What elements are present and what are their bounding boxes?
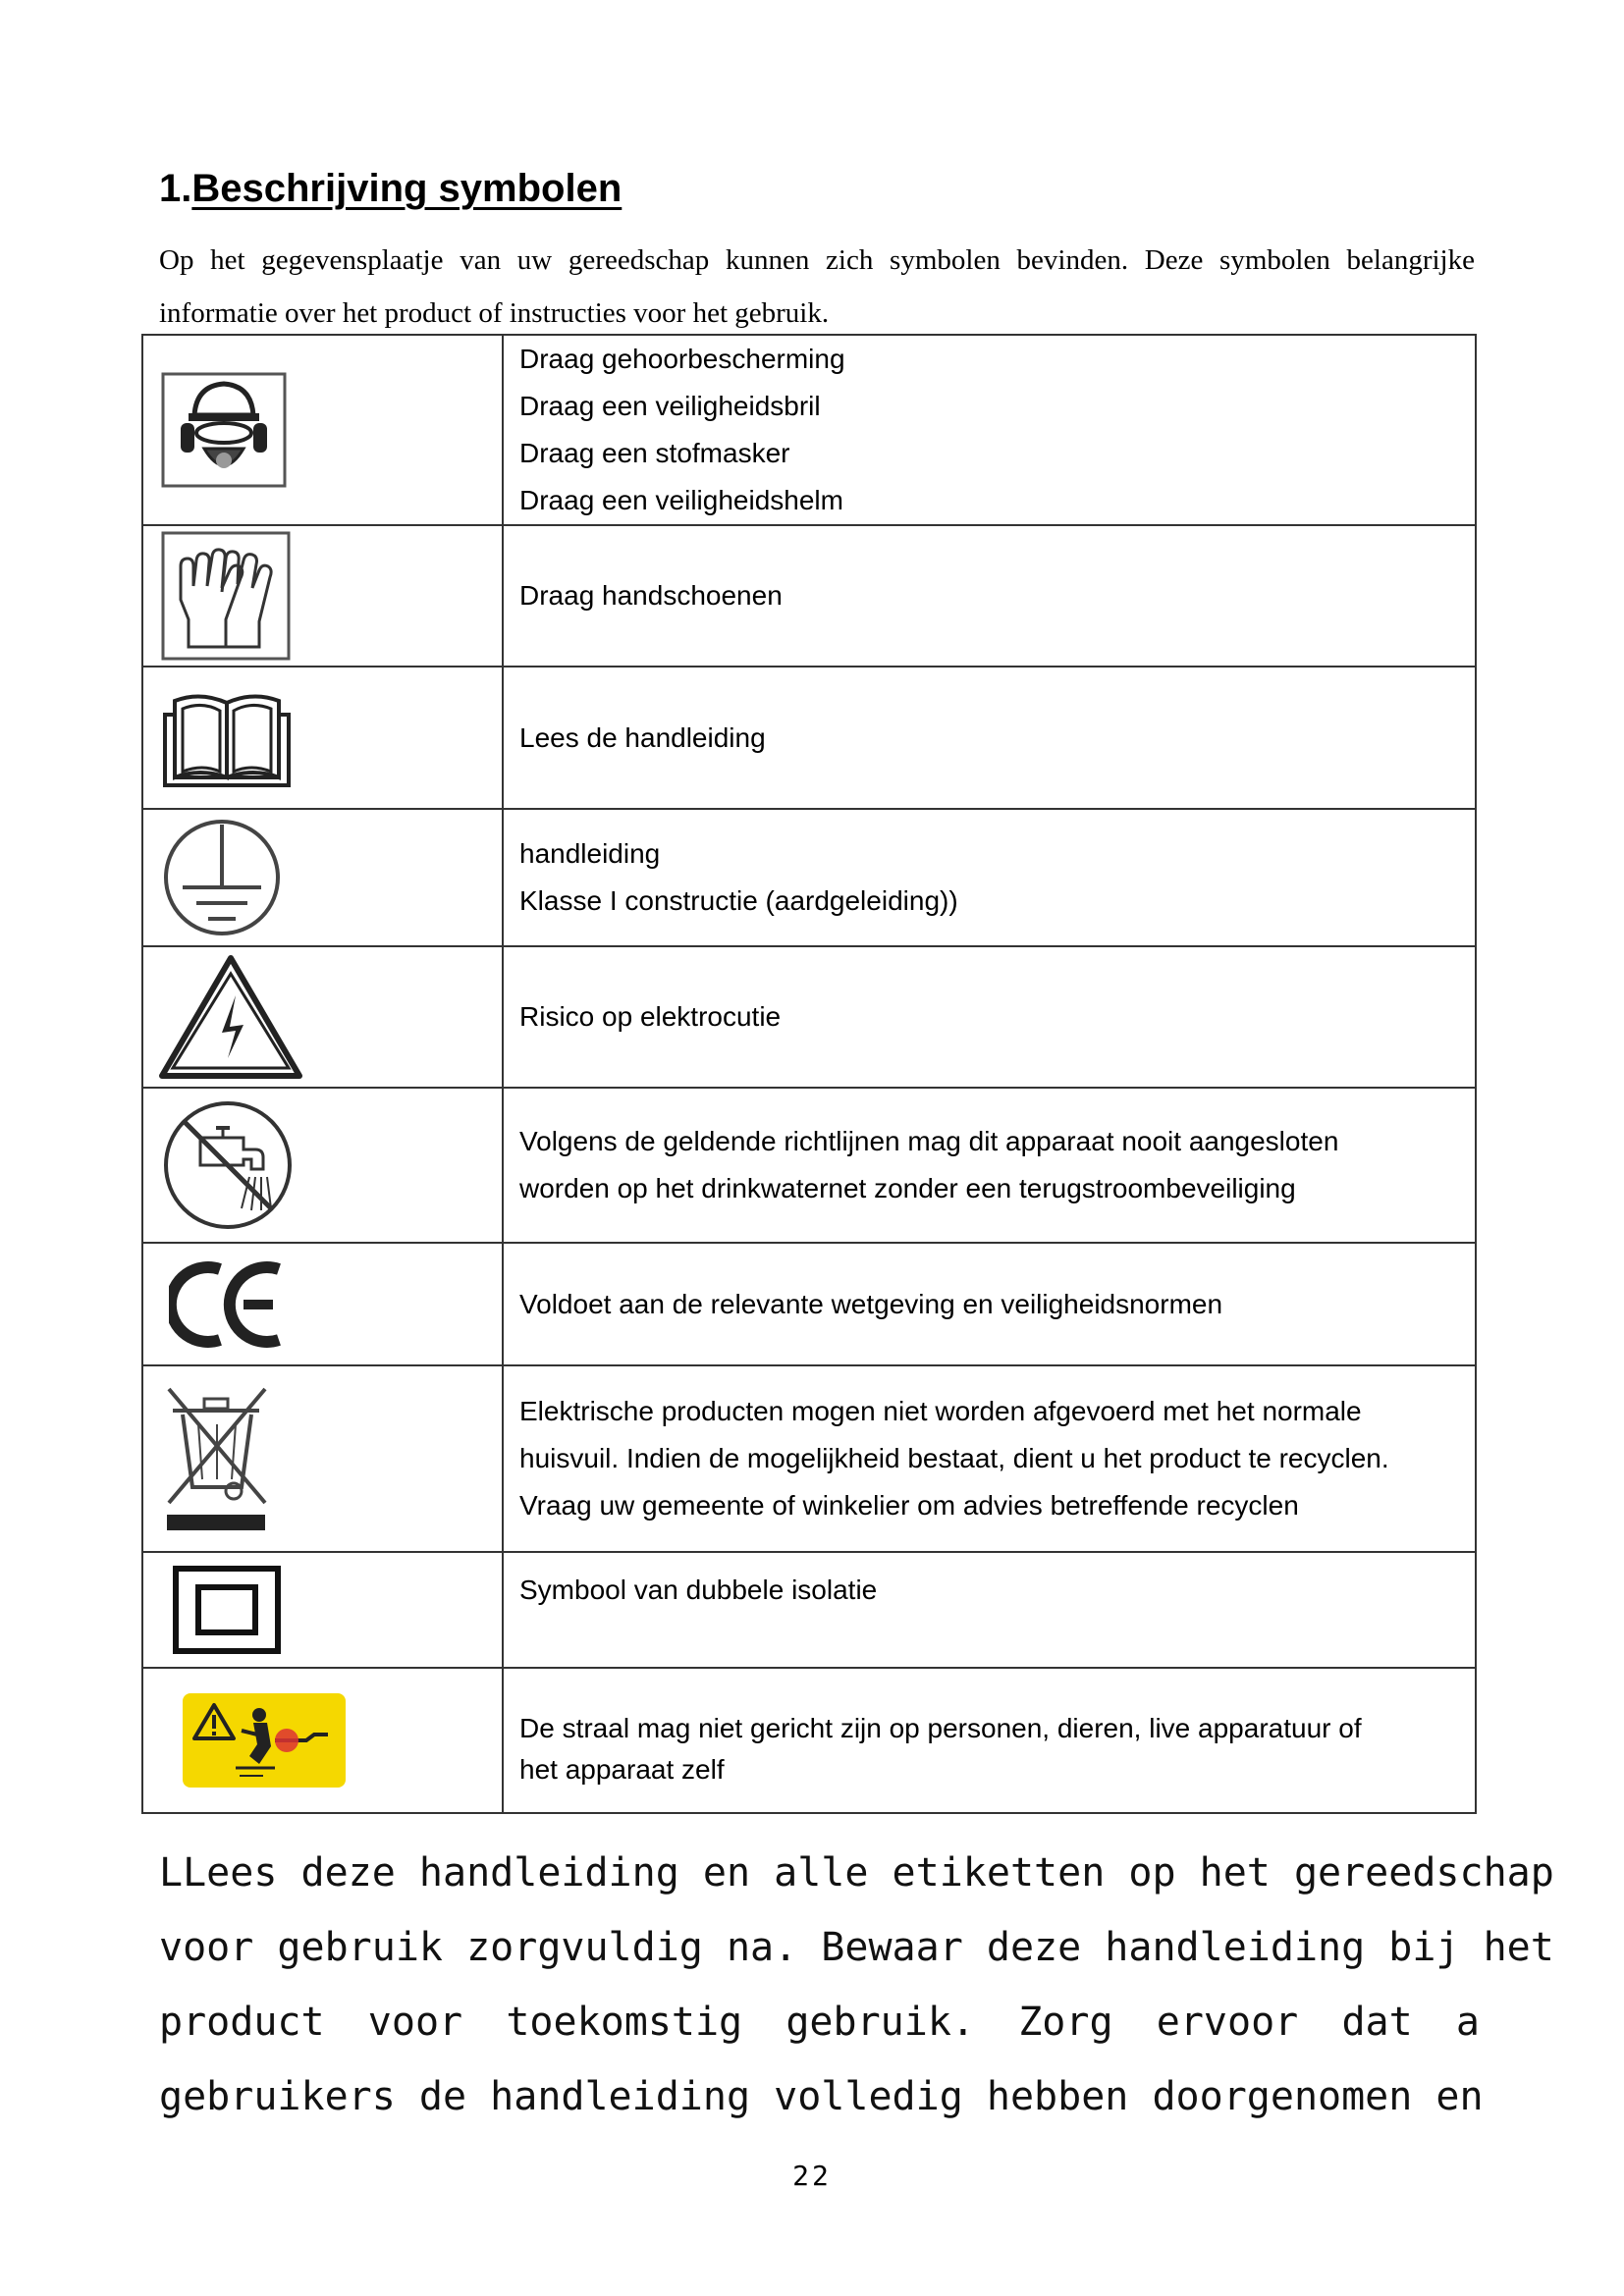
closing-line: voor gebruik zorgvuldig na. Bewaar deze handleiding bij het <box>159 1925 1554 1970</box>
symbol-row <box>142 1552 1476 1668</box>
weee-bin-icon <box>163 1385 502 1532</box>
symbol-description: Risico op elektrocutie <box>519 1001 782 1032</box>
electrocution-warning-icon <box>157 952 502 1082</box>
closing-paragraph <box>159 1836 1554 2134</box>
symbol-row <box>142 1668 1476 1813</box>
symbol-description: Klasse I constructie (aardgeleiding)) <box>519 885 958 916</box>
no-drinking-water-icon <box>161 1098 502 1232</box>
symbol-description: het apparaat zelf <box>519 1754 725 1785</box>
symbol-row <box>142 946 1476 1088</box>
symbol-description: Vraag uw gemeente of winkelier om advies betreffende recyclen <box>519 1490 1299 1521</box>
symbol-description: handleiding <box>519 838 661 869</box>
symbol-row <box>142 1088 1476 1243</box>
closing-line: product voor toekomstig gebruik. Zorg ervoor dat a <box>159 2000 1480 2045</box>
symbol-description: Draag een veiligheidsbril <box>519 391 821 421</box>
symbol-row <box>142 335 1476 525</box>
symbol-description: huisvuil. Indien de mogelijkheid bestaat, dient u het product te recyclen. <box>519 1443 1389 1473</box>
jet-warning-icon <box>181 1691 502 1789</box>
symbol-description: Draag handschoenen <box>519 580 783 611</box>
symbol-row <box>142 667 1476 809</box>
symbol-description: Draag gehoorbescherming <box>519 344 845 374</box>
symbol-description: Symbool van dubbele isolatie <box>519 1575 878 1605</box>
closing-line: LLees deze handleiding en alle etiketten op het gereedschap <box>159 1850 1554 1896</box>
symbol-description: worden op het drinkwaternet zonder een terugstroombeveiliging <box>519 1173 1296 1203</box>
page-number: 22 <box>792 2160 832 2192</box>
symbol-row <box>142 1243 1476 1365</box>
gloves-icon <box>161 531 502 661</box>
symbol-row <box>142 809 1476 946</box>
ce-mark-icon <box>169 1259 502 1350</box>
symbol-description: Lees de handleiding <box>519 721 766 753</box>
symbol-description: Draag een veiligheidshelm <box>519 485 843 515</box>
symbol-description: De straal mag niet gericht zijn op personen, dieren, live apparatuur of <box>519 1713 1362 1743</box>
symbol-description: Elektrische producten mogen niet worden afgevoerd met het normale <box>519 1396 1362 1426</box>
intro-paragraph: Op het gegevensplaatje van uw gereedschap kunnen zich symbolen bevinden. Deze symbolen belangrijke informatie over het product of instructies voor het gebruik. <box>159 244 1475 329</box>
symbol-description: Volgens de geldende richtlijnen mag dit apparaat nooit aangesloten <box>519 1126 1339 1156</box>
section-heading <box>159 167 622 211</box>
symbol-row <box>142 525 1476 667</box>
symbol-description: Draag een stofmasker <box>519 438 790 468</box>
symbol-description: Voldoet aan de relevante wetgeving en veiligheidsnormen <box>519 1288 1223 1319</box>
closing-line: gebruikers de handleiding volledig hebben doorgenomen en <box>159 2074 1484 2119</box>
symbol-row <box>142 1365 1476 1552</box>
double-insulation-icon <box>173 1566 502 1654</box>
manual-book-icon <box>161 689 502 787</box>
earth-ground-icon <box>161 817 502 938</box>
section-number: 1. <box>159 167 192 210</box>
section-title: Beschrijving symbolen <box>191 167 623 210</box>
symbols-table <box>141 334 1477 1814</box>
safety-gear-icon <box>161 372 502 488</box>
